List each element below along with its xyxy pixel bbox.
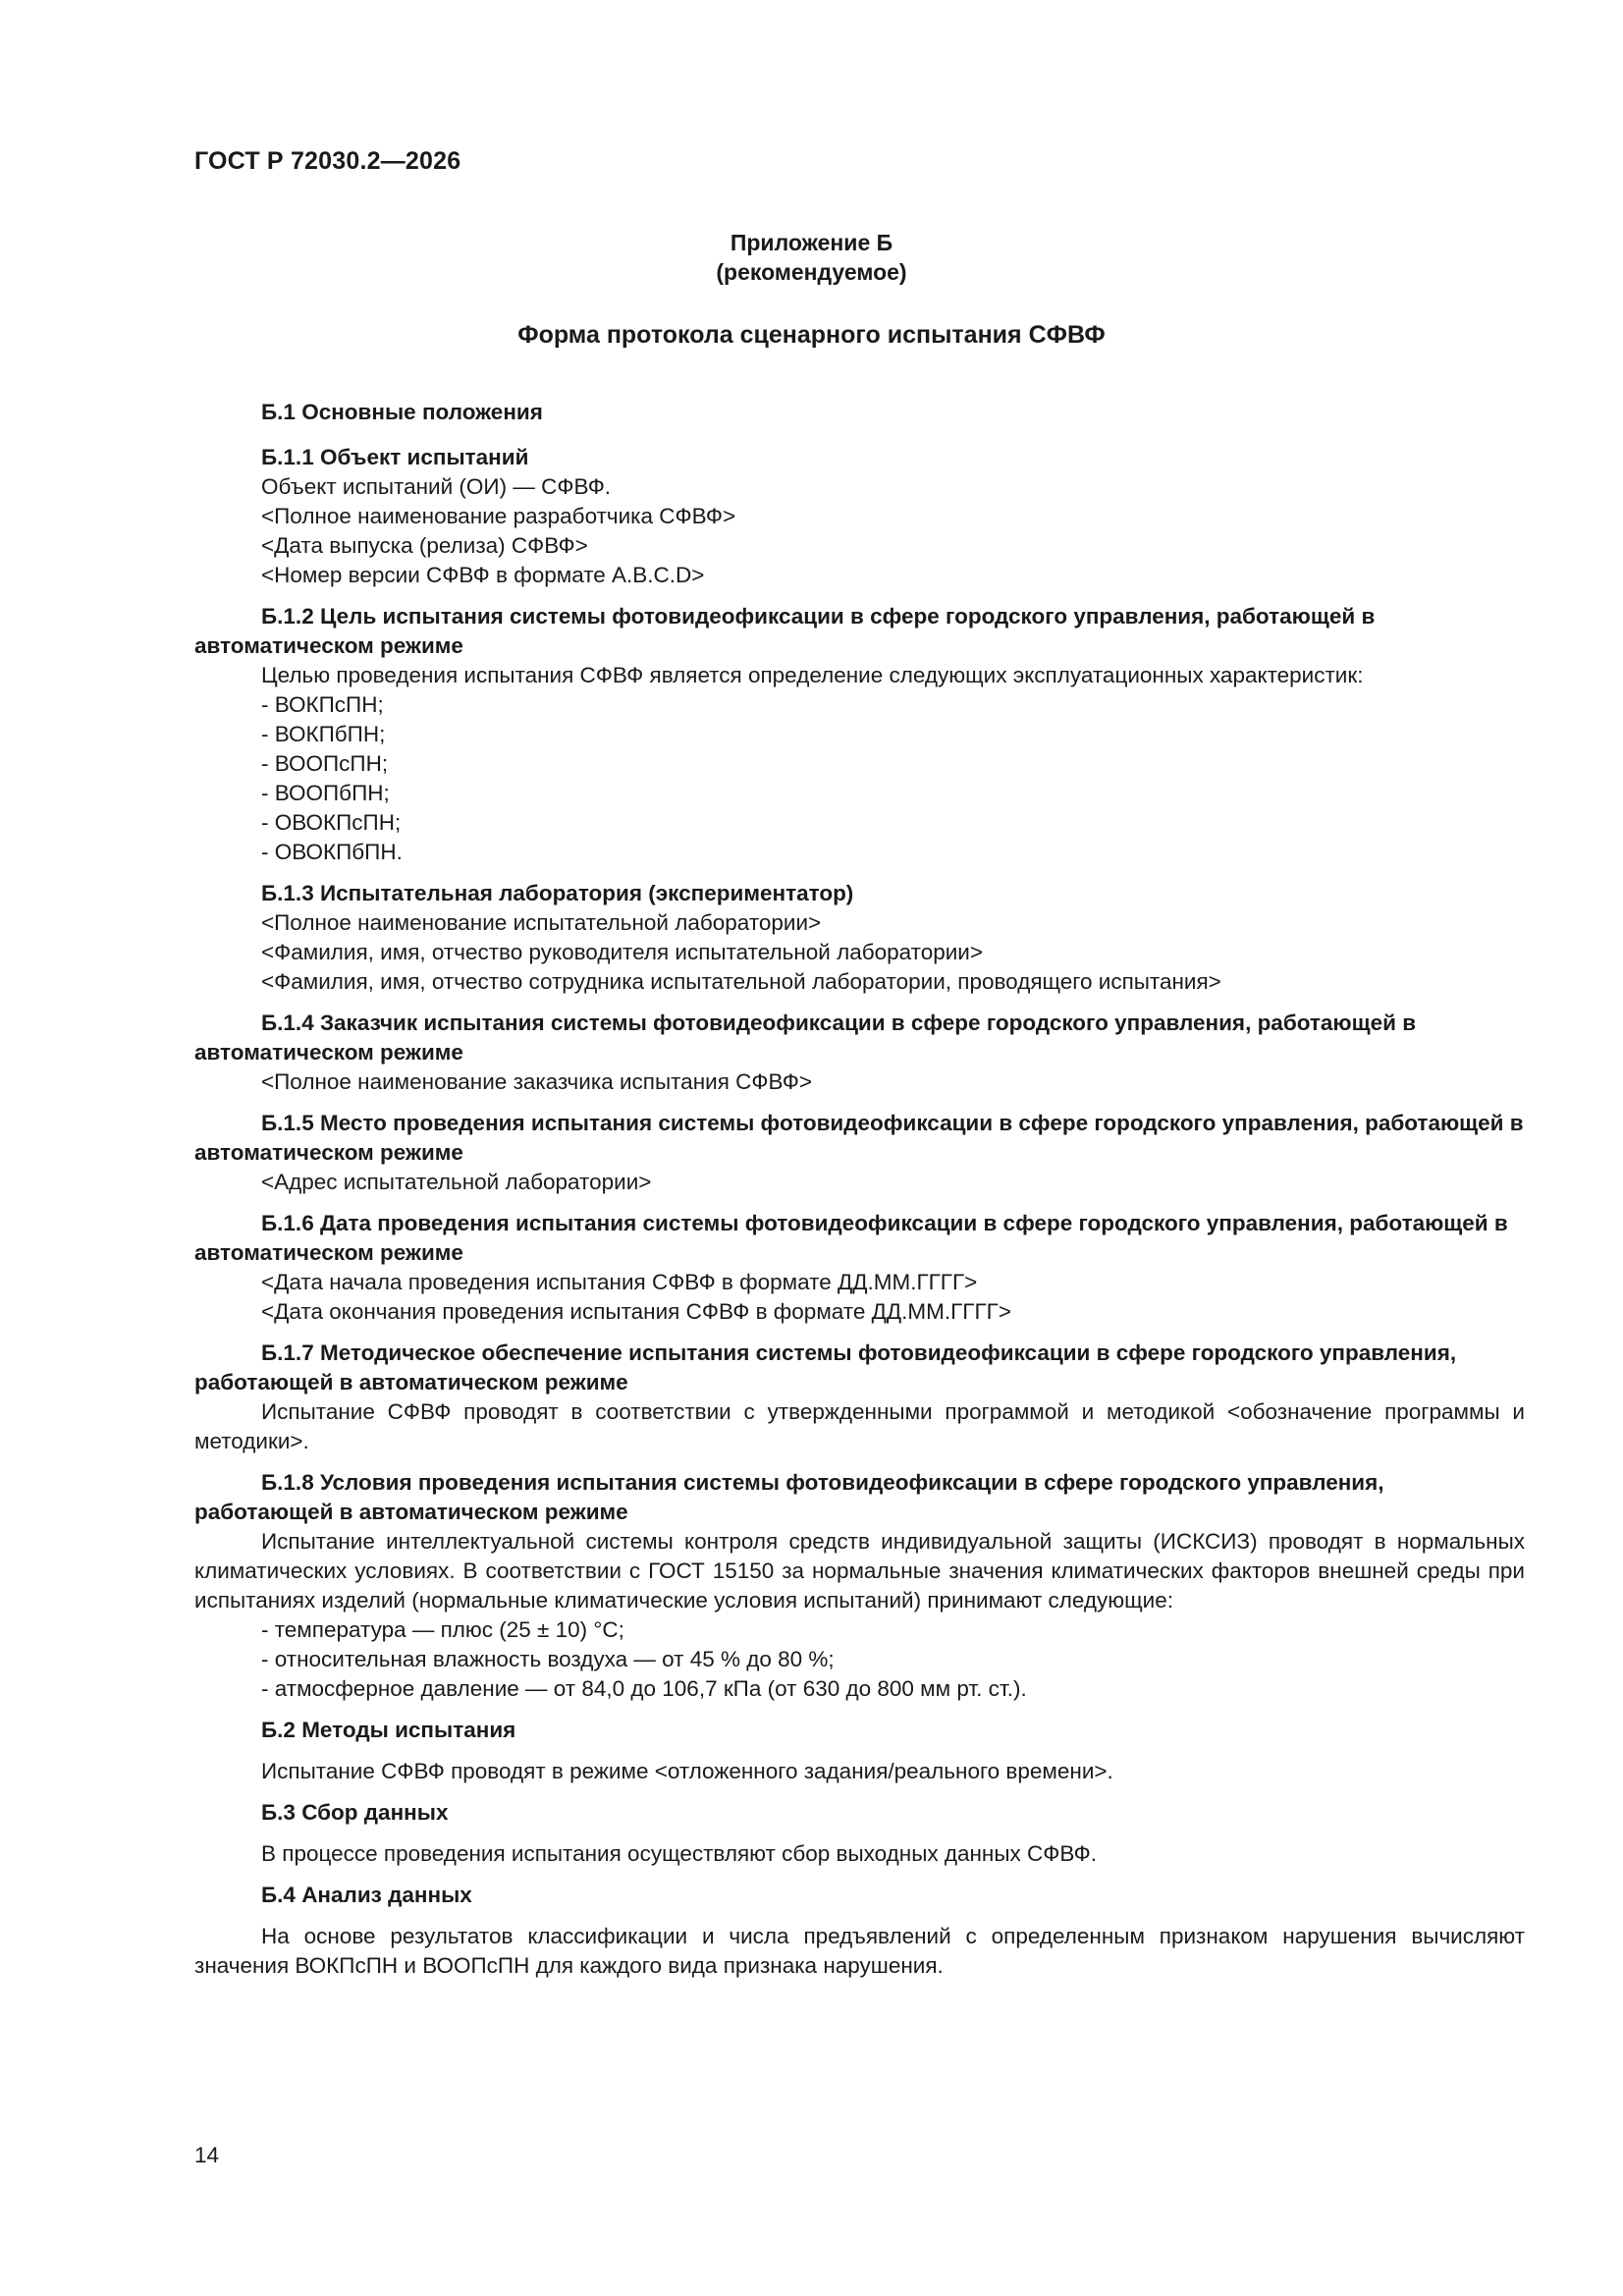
- annex-status: (рекомендуемое): [716, 259, 907, 285]
- document-body: [194, 398, 1525, 1981]
- list-item: - ОВОКПбПН.: [261, 840, 403, 864]
- section-b1-8-heading: Б.1.8 Условия проведения испытания системы фотовидеофиксации в сфере городского управления, работающей в автоматическом режиме: [194, 1470, 1384, 1524]
- section-b1-1-line: <Номер версии СФВФ в формате A.B.C.D>: [261, 563, 705, 587]
- section-b1-8-text: Испытание интеллектуальной системы контроля средств индивидуальной защиты (ИСКСИЗ) проводят в нормальных климатических условиях. В соответствии с ГОСТ 15150 за нормальные значения климатических факторов внешней среды при испытаниях изделий (нормальные климатические условия испытаний) принимают следующие:: [194, 1529, 1525, 1613]
- section-b1-3-line: <Полное наименование испытательной лаборатории>: [261, 910, 822, 935]
- list-item: - ВОКПбПН;: [261, 722, 386, 746]
- section-b4-heading: Б.4 Анализ данных: [261, 1883, 472, 1907]
- list-item: - относительная влажность воздуха — от 45 % до 80 %;: [261, 1647, 835, 1671]
- list-item: - ВООПбПН;: [261, 781, 390, 805]
- section-b1-5-line: <Адрес испытательной лаборатории>: [261, 1170, 652, 1194]
- section-b1-1-heading: Б.1.1 Объект испытаний: [261, 445, 529, 469]
- page-number: 14: [194, 2143, 220, 2167]
- section-b1-4-line: <Полное наименование заказчика испытания СФВФ>: [261, 1069, 812, 1094]
- section-b1-1-line: <Полное наименование разработчика СФВФ>: [261, 504, 736, 528]
- section-b1-4-heading: Б.1.4 Заказчик испытания системы фотовидеофиксации в сфере городского управления, работающей в автоматическом режиме: [194, 1011, 1417, 1065]
- form-title: Форма протокола сценарного испытания СФВФ: [517, 321, 1106, 349]
- section-b4-text: На основе результатов классификации и числа предъявлений с определенным признаком нарушения вычисляют значения ВОКПсПН и ВООПсПН для каждого вида признака нарушения.: [194, 1924, 1525, 1978]
- section-b1-6-heading: Б.1.6 Дата проведения испытания системы фотовидеофиксации в сфере городского управления, работающей в автоматическом режиме: [194, 1211, 1508, 1265]
- section-b1-heading: Б.1 Основные положения: [261, 400, 543, 424]
- section-b1-6-line: <Дата окончания проведения испытания СФВФ в формате ДД.ММ.ГГГГ>: [261, 1299, 1011, 1324]
- annex-title: Приложение Б: [730, 230, 893, 255]
- section-b1-7-text: Испытание СФВФ проводят в соответствии с утвержденными программой и методикой <обозначение программы и методики>.: [194, 1399, 1525, 1453]
- list-item: - ОВОКПсПН;: [261, 810, 402, 835]
- section-b1-7-heading: Б.1.7 Методическое обеспечение испытания системы фотовидеофиксации в сфере городского управления, работающей в автоматическом режиме: [194, 1340, 1457, 1394]
- list-item: - ВОКПсПН;: [261, 692, 384, 717]
- section-b1-2-heading: Б.1.2 Цель испытания системы фотовидеофиксации в сфере городского управления, работающей в автоматическом режиме: [194, 604, 1376, 658]
- section-b1-5-heading: Б.1.5 Место проведения испытания системы фотовидеофиксации в сфере городского управления, работающей в автоматическом режиме: [194, 1111, 1524, 1165]
- section-b1-3-line: <Фамилия, имя, отчество руководителя испытательной лаборатории>: [261, 940, 984, 964]
- list-item: - температура — плюс (25 ± 10) °С;: [261, 1617, 624, 1642]
- list-item: - ВООПсПН;: [261, 751, 389, 776]
- section-b3-text: В процессе проведения испытания осуществляют сбор выходных данных СФВФ.: [261, 1841, 1098, 1866]
- section-b1-6-line: <Дата начала проведения испытания СФВФ в формате ДД.ММ.ГГГГ>: [261, 1270, 978, 1294]
- section-b1-3-heading: Б.1.3 Испытательная лаборатория (экспериментатор): [261, 881, 854, 905]
- list-item: - атмосферное давление — от 84,0 до 106,7 кПа (от 630 до 800 мм рт. ст.).: [261, 1676, 1027, 1701]
- section-b3-heading: Б.3 Сбор данных: [261, 1800, 449, 1825]
- section-b2-heading: Б.2 Методы испытания: [261, 1718, 516, 1742]
- section-b1-3-line: <Фамилия, имя, отчество сотрудника испытательной лаборатории, проводящего испытания>: [261, 969, 1221, 994]
- section-b1-2-intro: Целью проведения испытания СФВФ является определение следующих эксплуатационных характеристик:: [261, 663, 1364, 687]
- page-header: ГОСТ Р 72030.2—2026: [194, 147, 461, 175]
- section-b1-1-line: <Дата выпуска (релиза) СФВФ>: [261, 533, 588, 558]
- section-b2-text: Испытание СФВФ проводят в режиме <отложенного задания/реального времени>.: [261, 1759, 1113, 1783]
- section-b1-1-line: Объект испытаний (ОИ) — СФВФ.: [261, 474, 612, 499]
